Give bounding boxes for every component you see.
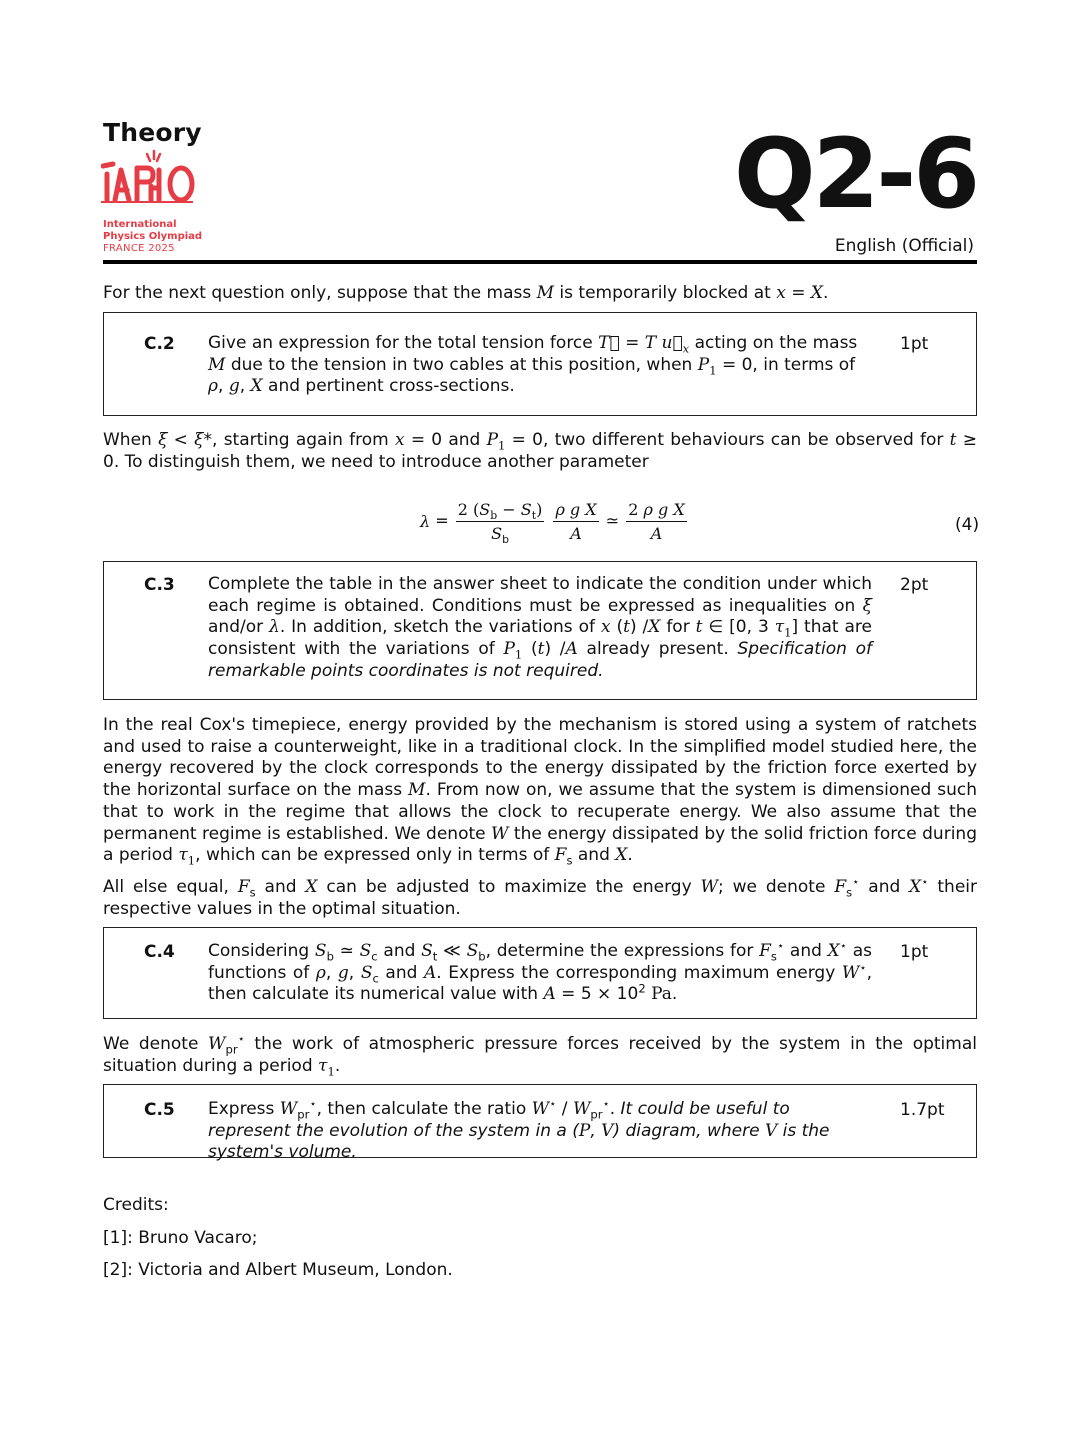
work-paragraph: We denote $W_{pr}^⋆$ the work of atmospheric pressure forces received by the system in the optimal situation during a period $\tau_1$. [103,1031,977,1079]
logo-line-3: FRANCE 2025 [103,243,175,254]
logo-line-2: Physics Olympiad [103,231,203,242]
question-points: 1pt [900,942,929,962]
logo-caption [103,219,202,255]
question-text: Considering $S_b$ ≃ $S_c$ and $S_t$ ≪ $S_b$, determine the expressions for $F_s^⋆$ and X⋆ as functions of ρ, g, $S_c$ and A. Express the corresponding maximum energy W⋆, then calculate its numerical value with $A = 5 \times 10^2$ Pa. [208,938,873,1005]
credit-item: [2]: Victoria and Albert Museum, London. [103,1260,453,1280]
optimal-paragraph: All else equal, $F_s$ and X can be adjusted to maximize the energy W; we denote $F_s^⋆$ and X⋆ their respective values in the optimal situation. [103,874,978,919]
energy-paragraph: In the real Cox's timepiece, energy provided by the mechanism is stored using a system of ratchets and used to raise a counterweight, like in a traditional clock. In the simplified model studied here, the energy recovered by the clock corresponds to the energy dissipated by the friction force exerted by the horizontal surface on the mass M. From now on, we assume that the system is dimensioned such that to work in the regime that allows the clock to recuperate energy. We also assume that the permanent regime is established. We denote W the energy dissipated by the solid friction force during a period $\tau_1$, which can be expressed only in terms of $F_s$ and X. [103,715,978,868]
language-label: English (Official) [834,236,974,256]
question-box-c3 [103,561,977,700]
intro-paragraph: For the next question only, suppose that the mass M is temporarily blocked at x = X. [103,283,829,303]
logo-line-1: International [103,219,177,230]
question-box-c5 [103,1084,977,1163]
question-box-c2 [103,312,977,416]
question-label: C.2 [144,334,175,354]
header-divider [103,260,977,264]
question-text: Complete the table in the answer sheet to indicate the condition under which each regime is obtained. Conditions must be expressed as inequalities on ξ and/or λ. In addition, sketch the variations of x (t) /X for t ∈ [0, 3 $\tau_1$] that are consistent with the variations of $P_1$ (t) /A already present. Specification of remarkable points coordinates is not required. [208,574,873,681]
credits-title: Credits: [103,1195,169,1215]
regime-paragraph: When ξ < ξ*, starting again from x = 0 and $P_1 = 0$, two different behaviours can be observed for t ≥ 0. To distinguish them, we need to introduce another parameter [103,430,977,472]
question-points: 1pt [900,334,929,354]
ipho-logo [101,148,197,204]
section-title: Theory [103,118,202,147]
question-text: Express $W_{pr}^⋆$, then calculate the ratio $W^⋆ / W_{pr}^⋆$. It could be useful to represent the evolution of the system in a (P, V) diagram, where V is the system's volume. [208,1096,830,1163]
equation-lambda: λ = $\frac{2 (S_b - S_t)}{S_b}$ $\frac{\text{ρ g X}}{A}$ ≃ $\frac{\text{2 ρ g X}}{A}$ [420,500,685,547]
equation-number: (4) [955,515,980,535]
question-points: 1.7pt [900,1100,945,1120]
question-label: C.3 [144,575,175,595]
page-header [103,118,977,264]
question-text: Give an expression for the total tension force T⃗ = T $u⃗_x$ acting on the mass M due to the tension in two cables at this position, when $P_1 = 0$, in terms of ρ, g, X and pertinent cross-sections. [208,333,858,397]
question-label: C.4 [144,942,175,962]
question-label: C.5 [144,1100,175,1120]
question-points: 2pt [900,575,929,595]
question-box-c4 [103,927,977,1019]
credit-item: [1]: Bruno Vacaro; [103,1228,258,1248]
question-number: Q2-6 [733,118,977,230]
